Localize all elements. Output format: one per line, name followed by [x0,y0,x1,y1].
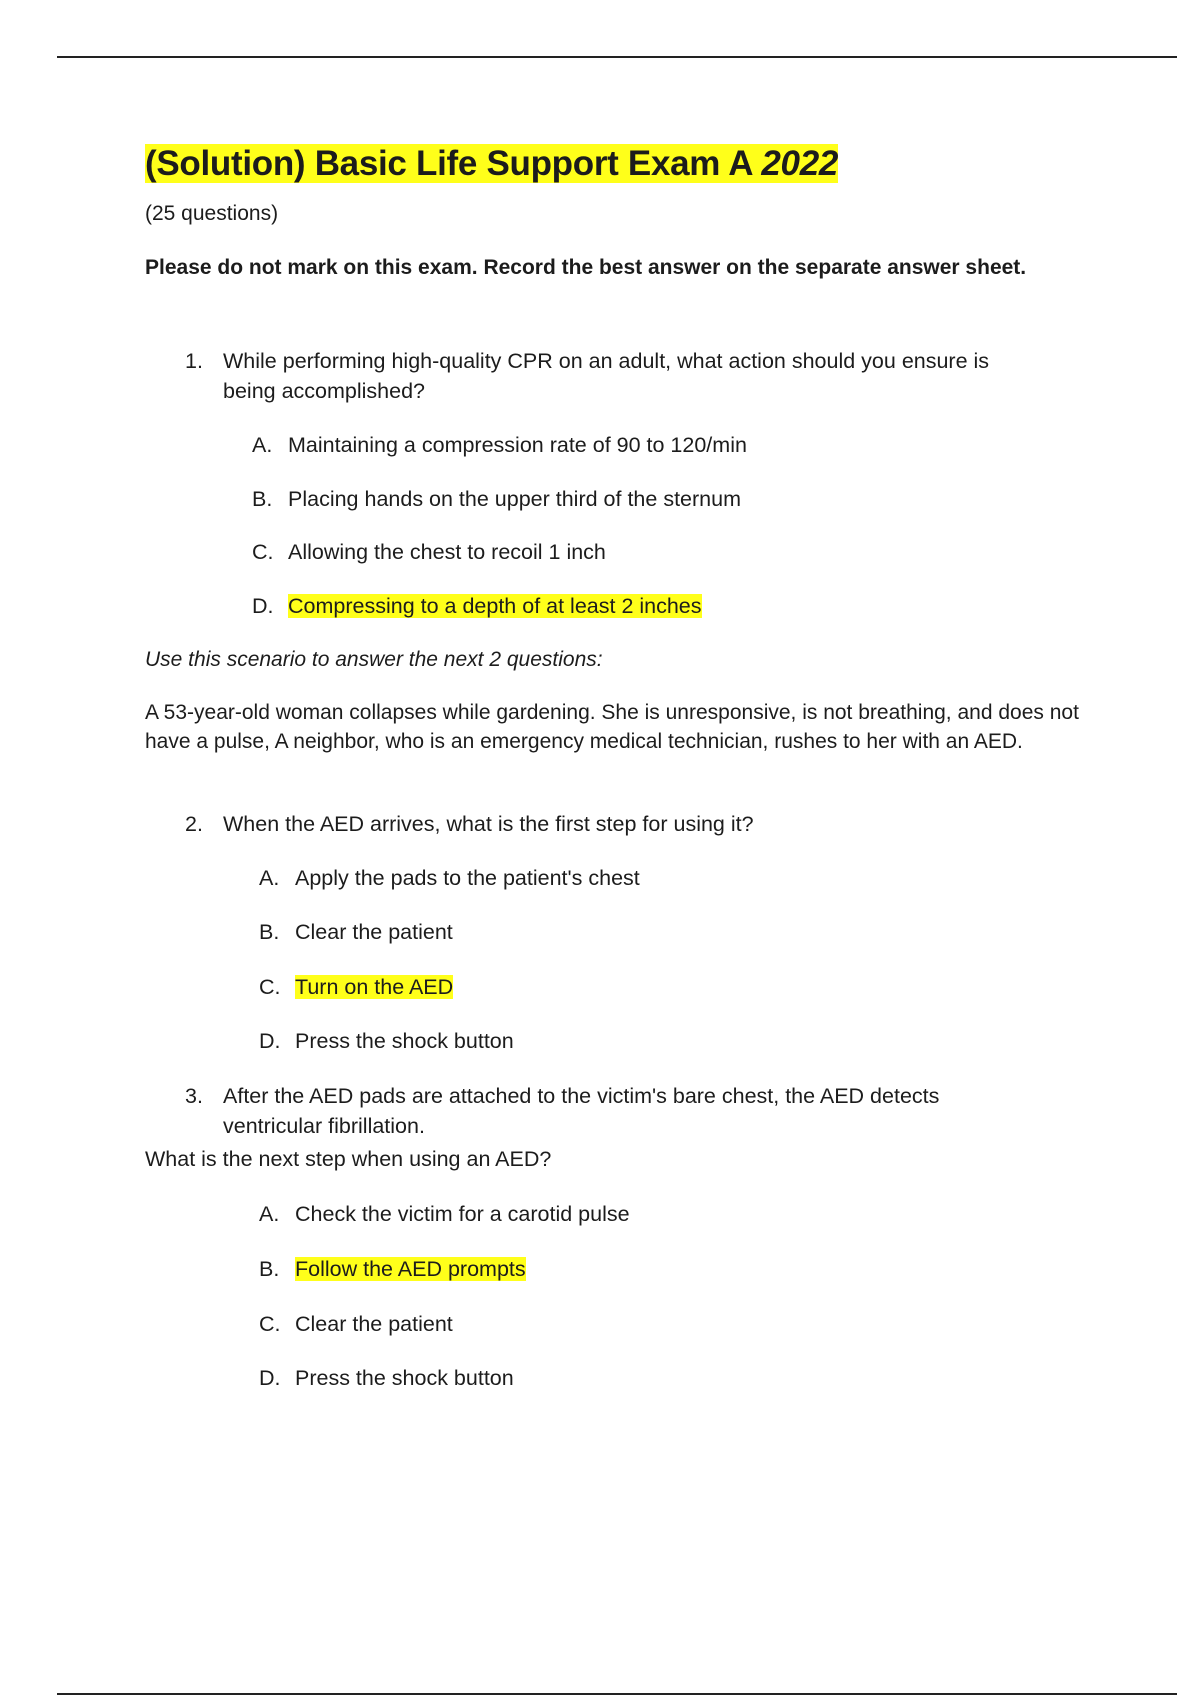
page-title [145,140,1105,188]
question-number: 3. [185,1084,203,1108]
question-number: 1. [185,349,203,373]
option-text: Press the shock button [295,1029,514,1053]
option-letter: B. [259,920,280,944]
option-letter: A. [259,866,280,890]
q2-option-a [259,863,640,893]
header-rule [57,56,1177,58]
option-text: Check the victim for a carotid pulse [295,1202,630,1226]
option-text: Apply the pads to the patient's chest [295,866,640,890]
option-text: Clear the patient [295,1312,453,1336]
correct-answer-highlight: Follow the AED prompts [295,1257,526,1281]
option-letter: D. [259,1366,281,1390]
question-number: 2. [185,812,203,836]
option-text: Clear the patient [295,920,453,944]
option-letter: C. [259,975,281,999]
option-letter: D. [259,1029,281,1053]
scenario-text: A 53-year-old woman collapses while gardening. She is unresponsive, is not breathing, and does not have a pulse, A neighbor, who is an emergency medical technician, rushes to her with an AED. [145,701,1079,753]
q3-option-d [259,1363,514,1393]
q3-option-c [259,1309,453,1339]
exam-page [145,140,1105,282]
question-2 [185,809,1005,839]
q1-option-d-correct [252,591,702,621]
q2-option-b [259,917,453,947]
option-letter: B. [259,1257,280,1281]
q1-option-b [252,484,741,514]
question-text: After the AED pads are attached to the victim's bare chest, the AED detects ventricular fibrillation. [223,1084,940,1138]
q2-option-d [259,1026,514,1056]
correct-answer-highlight: Compressing to a depth of at least 2 inches [288,594,702,618]
q2-option-c-correct [259,972,453,1002]
q1-option-a [252,430,747,460]
q1-option-c [252,537,606,567]
option-text: Allowing the chest to recoil 1 inch [288,540,606,564]
correct-answer-highlight: Turn on the AED [295,975,454,999]
option-letter: D. [252,594,274,618]
title-highlight [145,144,838,183]
question-text: When the AED arrives, what is the first step for using it? [223,812,754,836]
question-1 [185,346,1005,406]
option-letter: B. [252,487,273,511]
option-text: Placing hands on the upper third of the sternum [288,487,741,511]
option-letter: C. [259,1312,281,1336]
q3-option-a [259,1199,630,1229]
exam-instructions: Please do not mark on this exam. Record the best answer on the separate answer sheet. [145,256,1027,279]
option-text: Press the shock button [295,1366,514,1390]
scenario-label: Use this scenario to answer the next 2 questions: [145,648,603,671]
question-text: While performing high-quality CPR on an adult, what action should you ensure is being accomplished? [223,349,990,403]
q3-option-b-correct [259,1254,526,1284]
question-3-followup: What is the next step when using an AED? [145,1147,552,1171]
question-3 [185,1081,985,1141]
question-count: (25 questions) [145,202,279,225]
option-letter: A. [252,433,273,457]
option-letter: C. [252,540,274,564]
title-text: (Solution) Basic Life Support Exam A [145,144,752,183]
option-letter: A. [259,1202,280,1226]
title-year: 2022 [761,144,839,183]
footer-rule [57,1693,1177,1695]
option-text: Maintaining a compression rate of 90 to 120/min [288,433,747,457]
